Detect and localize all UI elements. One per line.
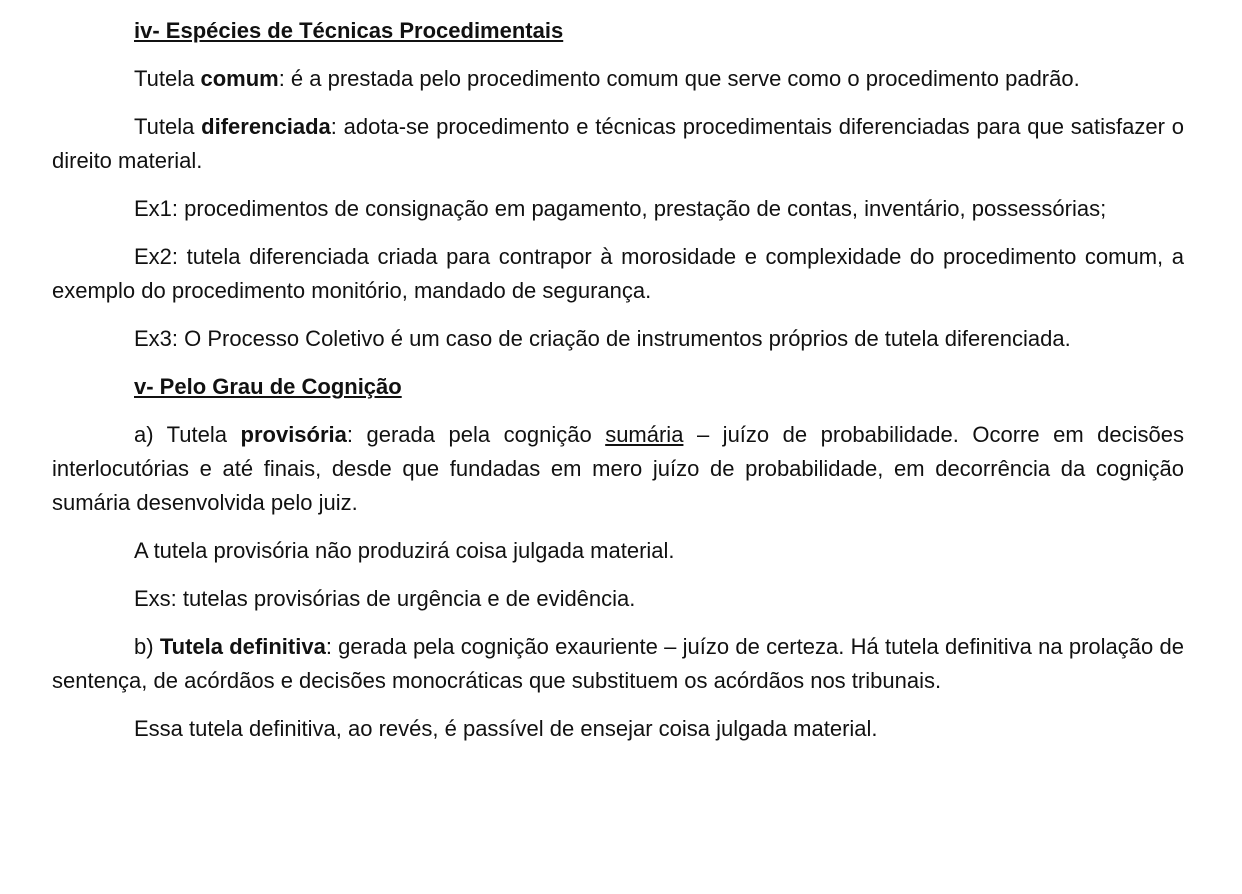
- paragraph-nao-produz-coisa-julgada: A tutela provisória não produzirá coisa julgada material.: [134, 538, 675, 563]
- paragraph-reves-coisa-julgada: Essa tutela definitiva, ao revés, é passível de ensejar coisa julgada material.: [134, 716, 878, 741]
- paragraph-ex2: Ex2: tutela diferenciada criada para contrapor à morosidade e complexidade do procedimento comum, a exemplo do procedimento monitório, mandado de segurança.: [52, 244, 1184, 303]
- text-prefix: Tutela: [134, 66, 201, 91]
- section-heading-grau-cognicao: v- Pelo Grau de Cognição: [134, 374, 402, 399]
- text-prefix: b): [134, 634, 160, 659]
- paragraph-exs-provisorias: Exs: tutelas provisórias de urgência e de evidência.: [134, 586, 636, 611]
- paragraph-tutela-comum: [52, 62, 1184, 96]
- bold-term-diferenciada: diferenciada: [201, 114, 331, 139]
- paragraph-tutela-provisoria: [52, 418, 1184, 520]
- bold-term-comum: comum: [200, 66, 279, 91]
- text-suffix: – juízo de probabilidade. Ocorre em decisões interlocutórias e até finais, desde que fundadas em mero juízo de probabilidade, em decorrência da cognição sumária desenvolvida pelo juiz.: [52, 422, 1184, 515]
- paragraph-tutela-diferenciada: [52, 110, 1184, 178]
- bold-term-provisoria: provisória: [240, 422, 347, 447]
- section-heading-especies: iv- Espécies de Técnicas Procedimentais: [134, 18, 564, 43]
- text-suffix: : gerada pela cognição exauriente – juízo de certeza. Há tutela definitiva na prolação de sentença, de acórdãos e decisões monocráticas que substituem os acórdãos nos tribunais.: [52, 634, 1184, 693]
- paragraph-ex3: Ex3: O Processo Coletivo é um caso de criação de instrumentos próprios de tutela diferenciada.: [134, 326, 1071, 351]
- text-middle: : gerada pela cognição: [346, 422, 606, 447]
- text-prefix: Tutela: [134, 114, 202, 139]
- text-suffix: : adota-se procedimento e técnicas procedimentais diferenciadas para que satisfazer o direito material.: [52, 114, 1184, 173]
- bold-term-tutela-definitiva: Tutela definitiva: [159, 634, 326, 659]
- paragraph-tutela-definitiva: [52, 630, 1184, 698]
- paragraph-ex1: Ex1: procedimentos de consignação em pagamento, prestação de contas, inventário, possessórias;: [134, 196, 1107, 221]
- text-prefix: a) Tutela: [134, 422, 241, 447]
- text-suffix: : é a prestada pelo procedimento comum que serve como o procedimento padrão.: [278, 66, 1080, 91]
- underlined-term-sumaria: sumária: [605, 422, 684, 447]
